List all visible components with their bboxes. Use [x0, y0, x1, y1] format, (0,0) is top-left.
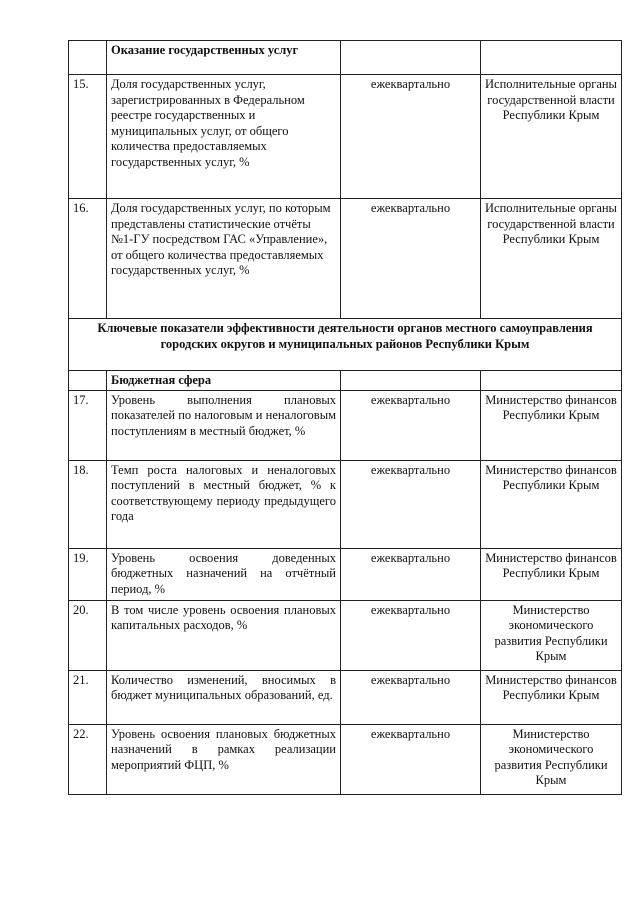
banner-row — [69, 319, 622, 371]
reporting-frequency: ежеквартально — [341, 600, 481, 670]
row-number: 21. — [69, 670, 107, 724]
indicator-description: Доля государственных услуг, зарегистрированных в Федеральном реестре государственных и муниципальных услуг, от общего количества предоставляемых государственных услуг, % — [107, 75, 341, 199]
reporting-frequency: ежеквартально — [341, 670, 481, 724]
indicator-description: Количество изменений, вносимых в бюджет муниципальных образований, ед. — [107, 670, 341, 724]
table-row — [69, 460, 622, 548]
table-row — [69, 548, 622, 600]
reporting-frequency: ежеквартально — [341, 390, 481, 460]
empty-cell — [341, 371, 481, 391]
row-number: 18. — [69, 460, 107, 548]
section-title: Оказание государственных услуг — [107, 41, 341, 75]
table-row — [69, 199, 622, 319]
responsible-body: Министерство финансов Республики Крым — [481, 548, 622, 600]
indicator-description: В том числе уровень освоения плановых капитальных расходов, % — [107, 600, 341, 670]
reporting-frequency: ежеквартально — [341, 199, 481, 319]
indicator-description: Уровень освоения доведенных бюджетных назначений на отчётный период, % — [107, 548, 341, 600]
table-row — [69, 600, 622, 670]
banner-heading: Ключевые показатели эффективности деятельности органов местного самоуправления городских округов и муниципальных районов Республики Крым — [69, 319, 622, 371]
indicator-description: Доля государственных услуг, по которым представлены статистические отчёты №1-ГУ посредством ГАС «Управление», от общего количества предоставляемых государственных услуг, % — [107, 199, 341, 319]
reporting-frequency: ежеквартально — [341, 75, 481, 199]
responsible-body: Министерство финансов Республики Крым — [481, 390, 622, 460]
table-row — [69, 724, 622, 794]
row-number: 20. — [69, 600, 107, 670]
responsible-body: Исполнительные органы государственной власти Республики Крым — [481, 199, 622, 319]
reporting-frequency: ежеквартально — [341, 548, 481, 600]
section-title: Бюджетная сфера — [107, 371, 341, 391]
reporting-frequency: ежеквартально — [341, 460, 481, 548]
responsible-body: Министерство экономического развития Республики Крым — [481, 724, 622, 794]
responsible-body: Министерство финансов Республики Крым — [481, 460, 622, 548]
table-row — [69, 390, 622, 460]
row-number: 22. — [69, 724, 107, 794]
empty-cell — [481, 371, 622, 391]
row-number: 16. — [69, 199, 107, 319]
row-number: 17. — [69, 390, 107, 460]
empty-cell — [341, 41, 481, 75]
responsible-body: Министерство финансов Республики Крым — [481, 670, 622, 724]
table-row — [69, 75, 622, 199]
section-row — [69, 41, 622, 75]
empty-cell — [481, 41, 622, 75]
indicator-description: Уровень выполнения плановых показателей по налоговым и неналоговым поступлениям в местный бюджет, % — [107, 390, 341, 460]
indicators-table — [68, 40, 622, 795]
reporting-frequency: ежеквартально — [341, 724, 481, 794]
empty-cell — [69, 371, 107, 391]
responsible-body: Исполнительные органы государственной власти Республики Крым — [481, 75, 622, 199]
indicator-description: Уровень освоения плановых бюджетных назначений в рамках реализации мероприятий ФЦП, % — [107, 724, 341, 794]
empty-cell — [69, 41, 107, 75]
section-row — [69, 371, 622, 391]
responsible-body: Министерство экономического развития Республики Крым — [481, 600, 622, 670]
indicator-description: Темп роста налоговых и неналоговых поступлений в местный бюджет, % к соответствующему периоду предыдущего года — [107, 460, 341, 548]
row-number: 19. — [69, 548, 107, 600]
row-number: 15. — [69, 75, 107, 199]
table-row — [69, 670, 622, 724]
